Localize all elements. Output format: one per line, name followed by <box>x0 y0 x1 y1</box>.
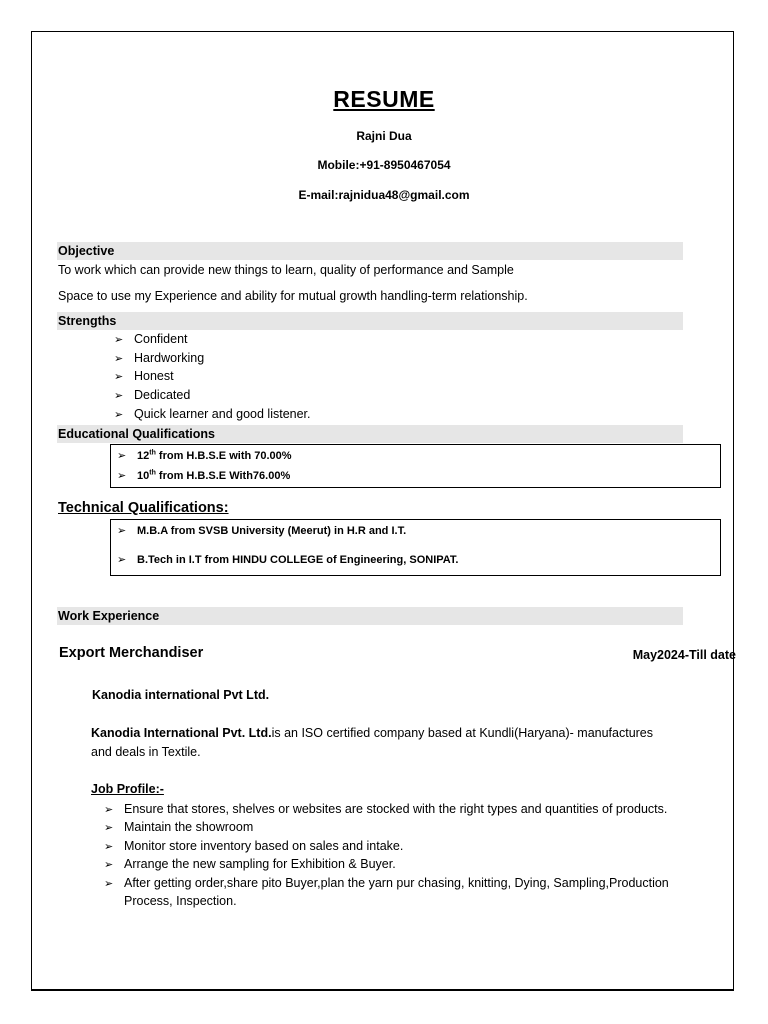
job-item-text: Monitor store inventory based on sales and intake. <box>124 839 404 853</box>
bullet-arrow-icon: ➢ <box>117 554 127 566</box>
strengths-heading: Strengths <box>58 314 117 328</box>
bullet-arrow-icon: ➢ <box>117 470 127 482</box>
edu-rest: from H.B.S.E With76.00% <box>155 470 291 482</box>
company-desc-line-2: and deals in Textile. <box>91 745 201 759</box>
job-item-text: Arrange the new sampling for Exhibition & Buyer. <box>124 857 396 871</box>
work-heading: Work Experience <box>58 609 160 623</box>
bullet-arrow-icon: ➢ <box>117 450 127 462</box>
list-item <box>114 388 190 402</box>
list-item <box>117 469 290 482</box>
job-item-text: After getting order,share pito Buyer,plan the yarn pur chasing, knitting, Dying, Sampling,Production <box>124 876 669 890</box>
job-item-text: Maintain the showroom <box>124 820 254 834</box>
job-role: Export Merchandiser <box>59 645 204 661</box>
company-desc-line-1 <box>91 726 653 740</box>
edu-prefix: 10 <box>137 470 150 482</box>
strength-text: Hardworking <box>134 351 205 365</box>
job-date: May2024-Till date <box>632 648 736 662</box>
resume-title: RESUME <box>333 86 435 112</box>
strength-text: Quick learner and good listener. <box>134 407 311 421</box>
bullet-arrow-icon: ➢ <box>114 334 124 346</box>
objective-bar <box>57 242 683 260</box>
education-heading: Educational Qualifications <box>58 427 215 441</box>
list-item <box>104 876 669 890</box>
edu-rest: from H.B.S.E with 70.00% <box>155 450 292 462</box>
strength-text: Confident <box>134 332 188 346</box>
edu-sup: th <box>149 469 156 477</box>
bullet-arrow-icon: ➢ <box>114 390 124 402</box>
bullet-arrow-icon: ➢ <box>114 353 124 365</box>
job-item-text: Ensure that stores, shelves or websites are stocked with the right types and quantities of products. <box>124 802 668 816</box>
edu-sup: th <box>149 449 156 457</box>
list-item <box>104 820 253 834</box>
edu-prefix: 12 <box>137 450 150 462</box>
strength-text: Dedicated <box>134 388 191 402</box>
strength-text: Honest <box>134 369 174 383</box>
bullet-arrow-icon: ➢ <box>104 841 114 853</box>
candidate-name: Rajni Dua <box>356 129 412 143</box>
technical-heading: Technical Qualifications: <box>58 500 229 516</box>
list-item <box>114 407 311 421</box>
list-item <box>117 524 406 537</box>
objective-heading: Objective <box>58 244 115 258</box>
education-bar <box>57 425 683 443</box>
job-profile-heading: Job Profile:- <box>91 782 164 796</box>
list-item <box>117 553 458 566</box>
work-bar <box>57 607 683 625</box>
list-item <box>104 802 667 816</box>
bullet-arrow-icon: ➢ <box>104 878 114 890</box>
objective-line-1: To work which can provide new things to learn, quality of performance and Sample <box>58 263 514 277</box>
mobile-number: Mobile:+91-8950467054 <box>317 158 451 172</box>
bullet-arrow-icon: ➢ <box>114 371 124 383</box>
list-item <box>104 839 403 853</box>
job-item-continuation: Process, Inspection. <box>124 894 237 908</box>
list-item <box>114 332 188 346</box>
bullet-arrow-icon: ➢ <box>104 822 114 834</box>
strengths-bar <box>57 312 683 330</box>
bullet-arrow-icon: ➢ <box>114 409 124 421</box>
company-name: Kanodia international Pvt Ltd. <box>92 688 270 702</box>
bullet-arrow-icon: ➢ <box>104 859 114 871</box>
company-desc-bold: Kanodia International Pvt. Ltd. <box>91 726 272 740</box>
company-desc-rest: is an ISO certified company based at Kundli(Haryana)- manufactures <box>271 726 654 740</box>
list-item <box>117 449 292 462</box>
list-item <box>104 857 396 871</box>
email-address: E-mail:rajnidua48@gmail.com <box>298 188 470 202</box>
technical-text: B.Tech in I.T from HINDU COLLEGE of Engineering, SONIPAT. <box>137 554 459 566</box>
list-item <box>114 369 174 383</box>
objective-line-2: Space to use my Experience and ability for mutual growth handling-term relationship. <box>58 289 528 303</box>
list-item <box>114 351 204 365</box>
technical-text: M.B.A from SVSB University (Meerut) in H.R and I.T. <box>137 525 407 537</box>
bullet-arrow-icon: ➢ <box>104 804 114 816</box>
bullet-arrow-icon: ➢ <box>117 525 127 537</box>
